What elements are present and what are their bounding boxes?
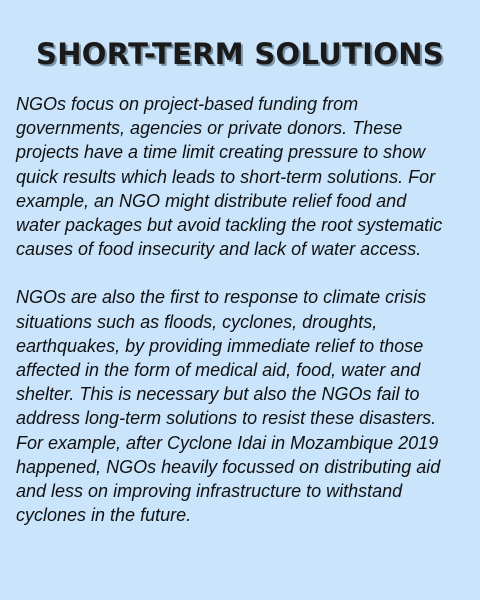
page-title: SHORT-TERM SOLUTIONS	[36, 37, 444, 71]
text-line: quick results which leads to short-term solutions. For	[16, 166, 436, 187]
text-line: For example, after Cyclone Idai in Mozambique 2019	[16, 432, 439, 453]
body-text	[16, 92, 466, 527]
text-line: situations such as floods, cyclones, droughts,	[16, 311, 378, 332]
paragraph-2	[16, 285, 466, 527]
text-line: NGOs focus on project-based funding from	[16, 94, 359, 114]
text-line: NGOs are also the first to response to climate crisis	[16, 287, 427, 308]
text-line: and less on improving infrastructure to withstand	[16, 481, 403, 502]
text-line: happened, NGOs heavily focussed on distributing aid	[16, 456, 441, 477]
paragraph-1	[16, 92, 466, 261]
text-line: address long-term solutions to resist these disasters.	[16, 408, 437, 429]
text-line: governments, agencies or private donors. These	[16, 118, 403, 139]
text-line: projects have a time limit creating pressure to show	[16, 142, 426, 163]
text-line: affected in the form of medical aid, food, water and	[16, 360, 421, 381]
text-line: causes of food insecurity and lack of water access.	[16, 239, 422, 260]
text-line: cyclones in the future.	[16, 505, 192, 526]
text-line: water packages but avoid tackling the root systematic	[16, 215, 443, 236]
text-line: example, an NGO might distribute relief food and	[16, 190, 407, 211]
text-line: shelter. This is necessary but also the NGOs fail to	[16, 384, 420, 405]
text-line: earthquakes, by providing immediate relief to those	[16, 335, 424, 356]
